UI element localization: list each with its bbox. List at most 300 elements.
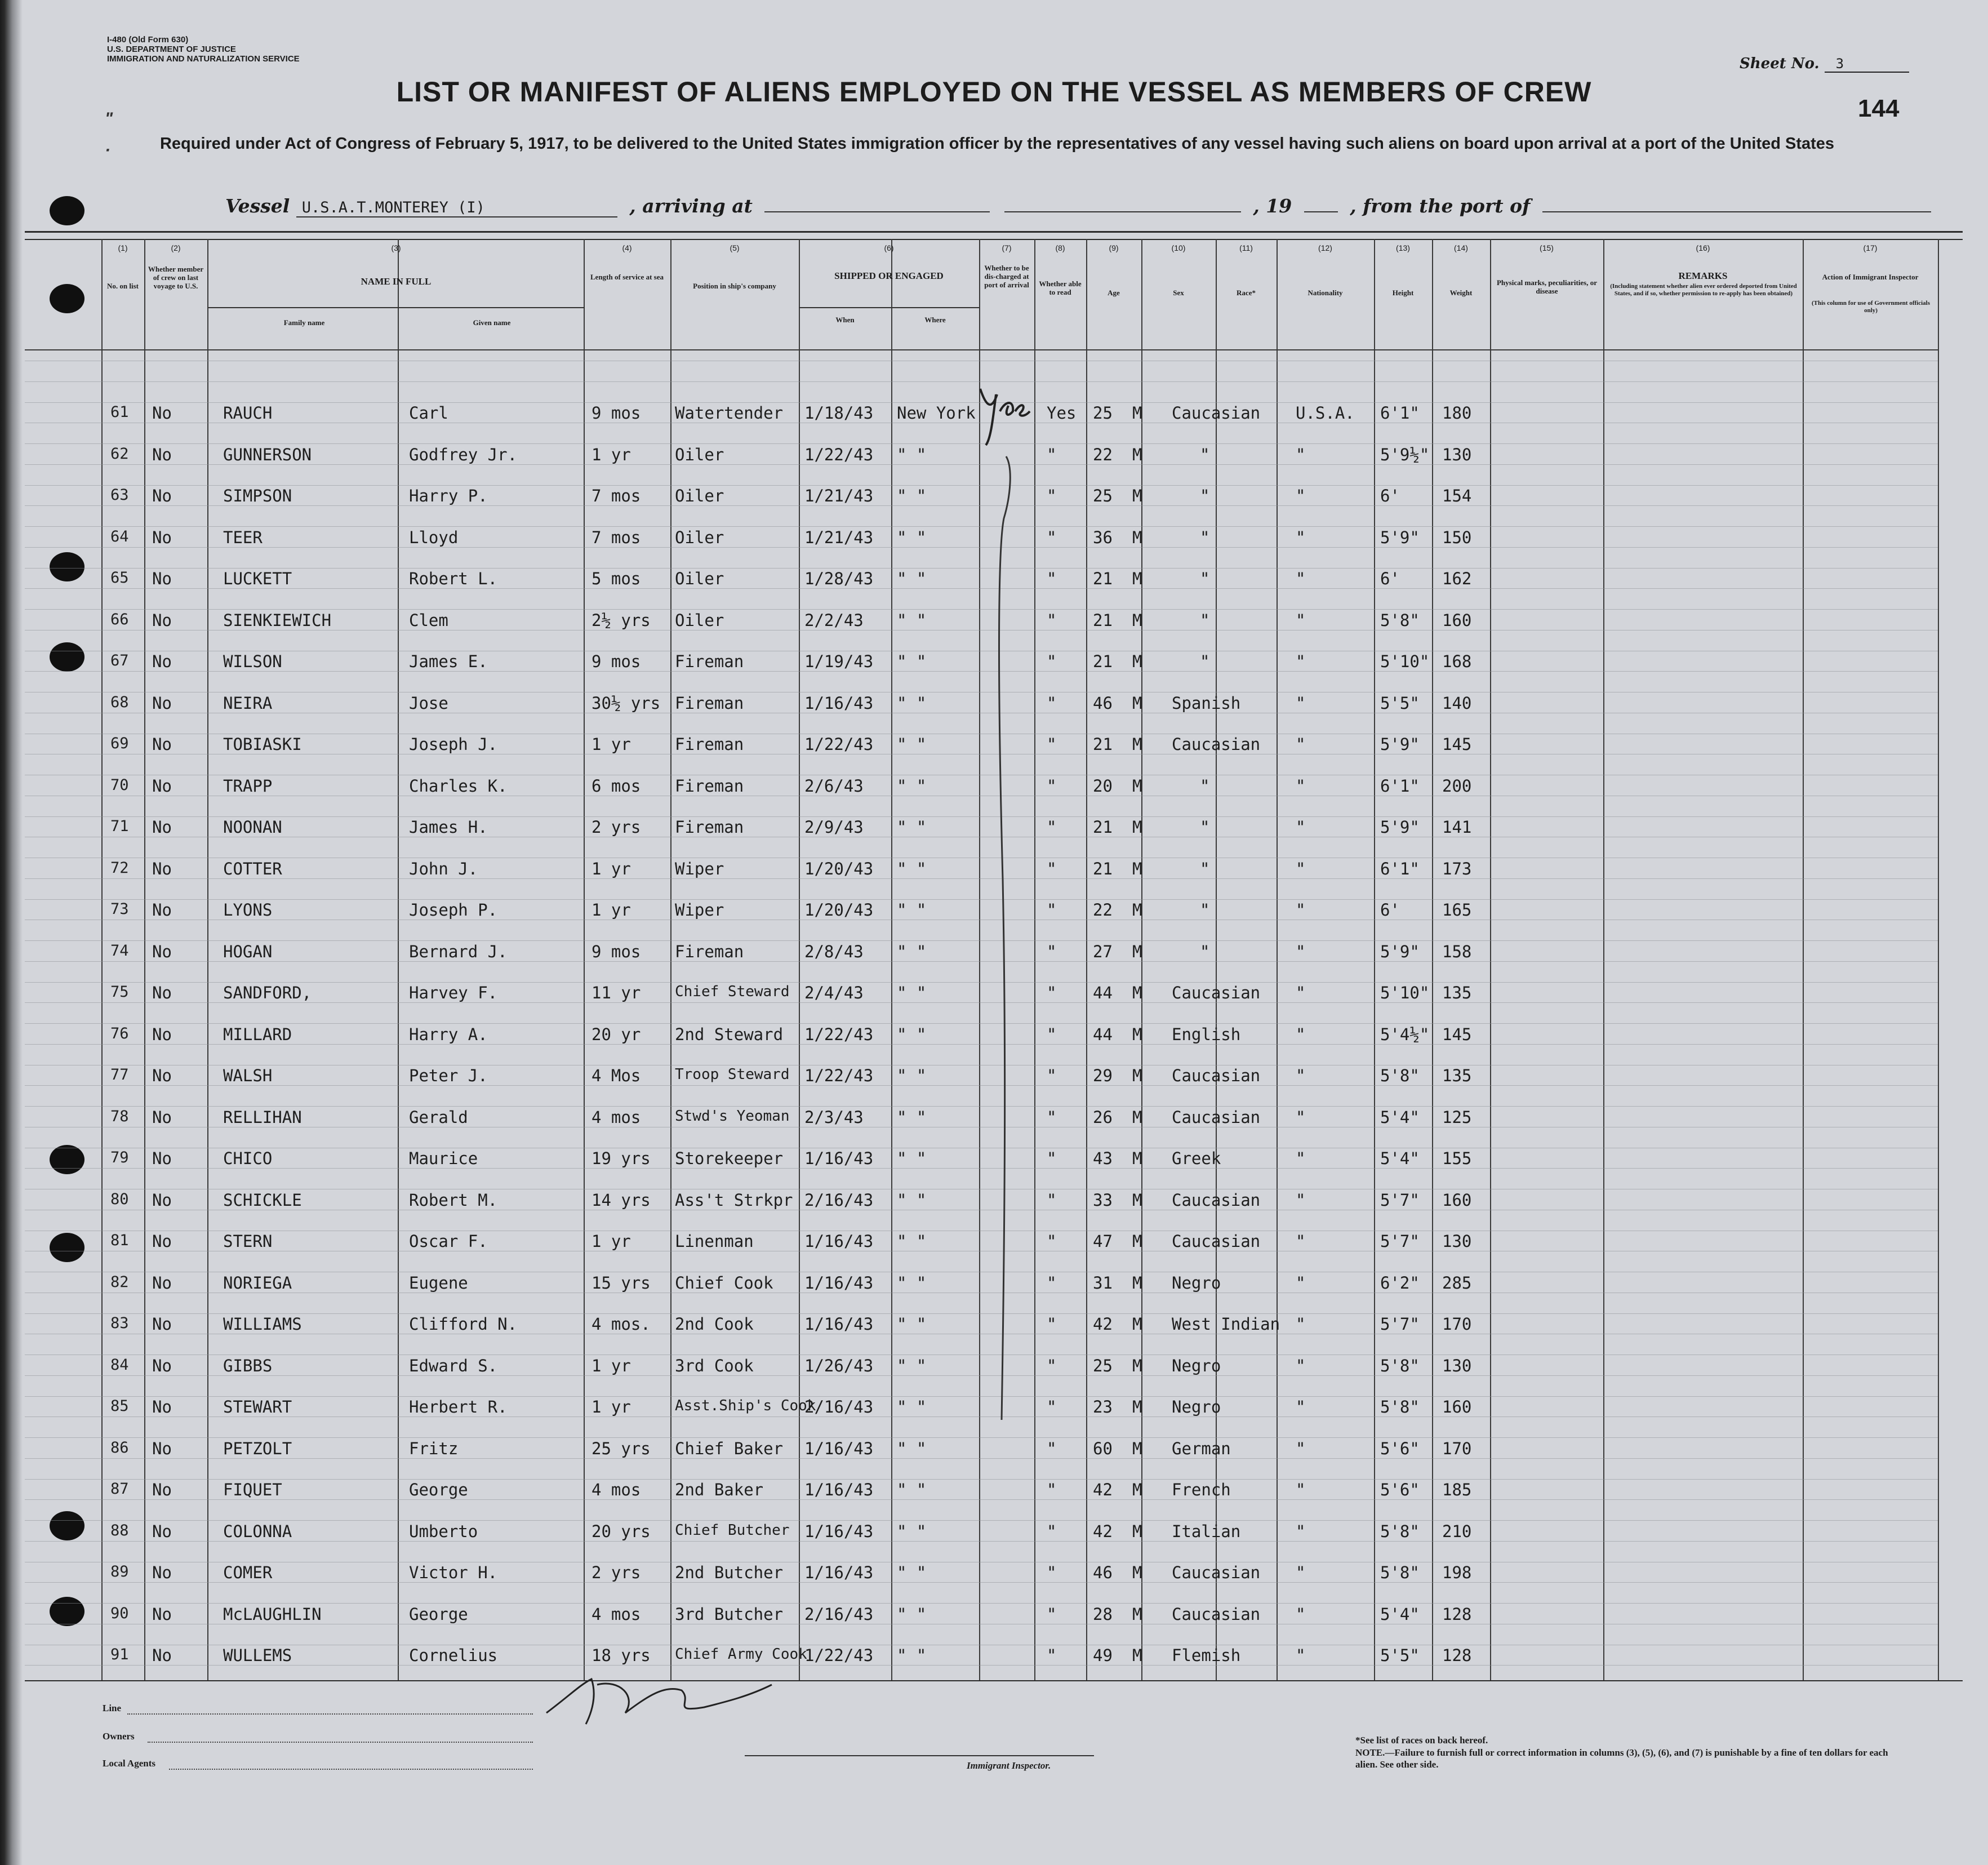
cell-race: Caucasian: [1172, 1066, 1261, 1085]
cell-nationality: ": [1296, 1521, 1306, 1541]
cell-sex: M: [1132, 1024, 1142, 1044]
cell-height: 5'9½": [1380, 445, 1430, 464]
cell-where: " ": [897, 1646, 927, 1665]
cell-service: 1 yr: [591, 859, 631, 878]
cell-read: ": [1047, 486, 1057, 505]
column-divider: [1277, 239, 1278, 1680]
cell-when: 1/16/43: [804, 1315, 874, 1334]
cell-age: 28: [1093, 1604, 1113, 1624]
cell-where: " ": [897, 735, 927, 754]
cell-race: Caucasian: [1172, 1232, 1261, 1251]
year-field: [1304, 211, 1338, 212]
cell-race: West Indian: [1172, 1315, 1280, 1334]
cell-read: ": [1047, 942, 1057, 961]
binder-hole: [50, 642, 84, 672]
cell-height: 5'8": [1380, 1066, 1420, 1085]
cell-weight: 170: [1442, 1315, 1472, 1334]
cell-when: 1/28/43: [804, 569, 874, 588]
row-number: 75: [110, 983, 129, 1001]
cell-race: ": [1200, 776, 1210, 796]
cell-height: 5'5": [1380, 1646, 1420, 1665]
cell-race: ": [1200, 486, 1210, 505]
cell-family-name: LYONS: [223, 900, 273, 920]
cell-prev-voyage: No: [152, 486, 172, 505]
cell-age: 21: [1093, 652, 1113, 671]
cell-when: 1/21/43: [804, 527, 874, 547]
cell-nationality: ": [1296, 1397, 1306, 1416]
cell-when: 2/16/43: [804, 1190, 874, 1210]
cell-position: 3rd Cook: [675, 1356, 754, 1375]
cell-position: Oiler: [675, 527, 724, 547]
cell-read: ": [1047, 818, 1057, 837]
cell-race: ": [1200, 652, 1210, 671]
cell-given-name: Clem: [409, 610, 448, 630]
cell-nationality: U.S.A.: [1296, 403, 1355, 423]
cell-when: 1/21/43: [804, 486, 874, 505]
cell-age: 21: [1093, 859, 1113, 878]
cell-family-name: CHICO: [223, 1149, 273, 1168]
cell-nationality: ": [1296, 983, 1306, 1002]
column-number: (3): [391, 243, 401, 252]
cell-sex: M: [1132, 693, 1142, 713]
cell-position: Fireman: [675, 652, 744, 671]
page-number: 144: [1858, 95, 1900, 122]
cell-given-name: John J.: [409, 859, 478, 878]
cell-age: 42: [1093, 1521, 1113, 1541]
col-header-name: NAME IN FULL: [361, 276, 432, 287]
cell-service: 6 mos: [591, 776, 641, 796]
cell-height: 5'7": [1380, 1232, 1420, 1251]
cell-position: Fireman: [675, 818, 744, 837]
cell-service: 2 yrs: [591, 1563, 641, 1582]
row-number: 76: [110, 1024, 129, 1042]
col-header-age: Age: [1108, 288, 1120, 297]
row-number: 68: [110, 693, 129, 711]
cell-nationality: ": [1296, 486, 1306, 505]
cell-when: 1/26/43: [804, 1356, 874, 1375]
cell-height: 5'9": [1380, 735, 1420, 754]
cell-age: 31: [1093, 1273, 1113, 1293]
cell-read: ": [1047, 1273, 1057, 1293]
margin-mark: ·: [105, 141, 110, 159]
cell-weight: 135: [1442, 983, 1472, 1002]
cell-weight: 141: [1442, 818, 1472, 837]
column-number: (8): [1055, 243, 1065, 252]
cell-age: 42: [1093, 1480, 1113, 1499]
cell-weight: 160: [1442, 1190, 1472, 1210]
column-number: (12): [1318, 243, 1332, 252]
cell-family-name: McLAUGHLIN: [223, 1604, 322, 1624]
cell-height: 6': [1380, 900, 1400, 920]
cell-age: 20: [1093, 776, 1113, 796]
cell-read: ": [1047, 1232, 1057, 1251]
cell-when: 2/4/43: [804, 983, 864, 1002]
row-number: 77: [110, 1066, 129, 1084]
vessel-line: [225, 195, 1931, 217]
cell-service: 7 mos: [591, 527, 641, 547]
cell-where: " ": [897, 486, 927, 505]
cell-prev-voyage: No: [152, 527, 172, 547]
cell-where: " ": [897, 900, 927, 920]
column-divider: [101, 239, 103, 1680]
cell-given-name: Harry A.: [409, 1024, 488, 1044]
cell-nationality: ": [1296, 1190, 1306, 1210]
column-number: (2): [171, 243, 181, 252]
cell-where: " ": [897, 445, 927, 464]
cell-race: Caucasian: [1172, 1604, 1261, 1624]
column-number: (11): [1239, 243, 1253, 252]
cell-race: ": [1200, 942, 1210, 961]
page-subtitle: Required under Act of Congress of February 5, 1917, to be delivered to the United States immigration officer by the representatives of any vessel having such aliens on board upon arrival at a port of the United States: [159, 135, 1835, 153]
cell-sex: M: [1132, 527, 1142, 547]
column-divider: [584, 239, 585, 1680]
header-rule: [799, 307, 979, 308]
year-label: , 19: [1253, 195, 1292, 217]
cell-read: ": [1047, 445, 1057, 464]
cell-given-name: Oscar F.: [409, 1232, 488, 1251]
cell-nationality: ": [1296, 1480, 1306, 1499]
cell-position: Oiler: [675, 610, 724, 630]
cell-given-name: Gerald: [409, 1107, 468, 1127]
cell-position: Fireman: [675, 942, 744, 961]
cell-nationality: ": [1296, 776, 1306, 796]
cell-where: " ": [897, 610, 927, 630]
cell-when: 1/22/43: [804, 445, 874, 464]
cell-age: 23: [1093, 1397, 1113, 1416]
row-number: 87: [110, 1480, 129, 1498]
cell-race: Caucasian: [1172, 1190, 1261, 1210]
cell-age: 21: [1093, 610, 1113, 630]
table-top-rule: [25, 231, 1963, 233]
row-number: 84: [110, 1356, 129, 1374]
cell-where: " ": [897, 1024, 927, 1044]
row-rule: [25, 1582, 1938, 1583]
column-number: (13): [1396, 243, 1410, 252]
column-divider: [144, 239, 145, 1680]
cell-age: 25: [1093, 1356, 1113, 1375]
cell-prev-voyage: No: [152, 1024, 172, 1044]
col-header-position: Position in ship's company: [693, 282, 776, 290]
footer-owners-label: Owners: [103, 1731, 135, 1742]
row-rule: [25, 1665, 1938, 1666]
row-number: 74: [110, 942, 129, 960]
cell-prev-voyage: No: [152, 1273, 172, 1293]
cell-height: 5'6": [1380, 1438, 1420, 1458]
row-number: 86: [110, 1438, 129, 1457]
cell-when: 2/16/43: [804, 1397, 874, 1416]
cell-read: ": [1047, 1149, 1057, 1168]
cell-where: " ": [897, 859, 927, 878]
cell-age: 22: [1093, 445, 1113, 464]
column-divider: [207, 239, 208, 1680]
cell-family-name: TEER: [223, 527, 263, 547]
col-header-physical-marks: Physical marks, peculiarities, or disease: [1496, 278, 1597, 295]
cell-when: 2/8/43: [804, 942, 864, 961]
arriving-label: , arriving at: [629, 195, 753, 217]
row-number: 82: [110, 1273, 129, 1291]
cell-age: 44: [1093, 1024, 1113, 1044]
column-divider: [1803, 239, 1804, 1680]
cell-height: 5'9": [1380, 818, 1420, 837]
cell-service: 15 yrs: [591, 1273, 651, 1293]
cell-race: Negro: [1172, 1273, 1221, 1293]
cell-height: 5'5": [1380, 693, 1420, 713]
cell-prev-voyage: No: [152, 1356, 172, 1375]
cell-position: Ass't Strkpr: [675, 1190, 793, 1210]
col-header-height: Height: [1392, 288, 1414, 297]
cell-position: 3rd Butcher: [675, 1604, 784, 1624]
cell-family-name: HOGAN: [223, 942, 273, 961]
footer-agents-label: Local Agents: [103, 1758, 155, 1769]
cell-weight: 162: [1442, 569, 1472, 588]
cell-position: Oiler: [675, 486, 724, 505]
cell-height: 5'8": [1380, 1356, 1420, 1375]
vessel-label: Vessel: [225, 195, 290, 217]
cell-age: 46: [1093, 693, 1113, 713]
cell-service: 14 yrs: [591, 1190, 651, 1210]
cell-where: " ": [897, 818, 927, 837]
cell-race: Caucasian: [1172, 403, 1261, 423]
cell-when: 1/20/43: [804, 900, 874, 920]
cell-where: " ": [897, 776, 927, 796]
cell-read: ": [1047, 1397, 1057, 1416]
cell-height: 5'8": [1380, 1397, 1420, 1416]
cell-prev-voyage: No: [152, 1397, 172, 1416]
col-header-no: No. on list: [107, 282, 139, 290]
cell-where: " ": [897, 693, 927, 713]
sheet-number-label: Sheet No.: [1740, 55, 1820, 72]
row-number: 85: [110, 1397, 129, 1415]
sheet-number-value: 3: [1825, 56, 1909, 73]
cell-prev-voyage: No: [152, 1438, 172, 1458]
cell-given-name: Joseph P.: [409, 900, 498, 920]
row-number: 72: [110, 859, 129, 877]
cell-read: ": [1047, 693, 1057, 713]
cell-sex: M: [1132, 900, 1142, 920]
row-number: 63: [110, 486, 129, 504]
row-number: 70: [110, 776, 129, 794]
cell-read: ": [1047, 1563, 1057, 1582]
cell-service: 4 mos.: [591, 1315, 651, 1334]
handwritten-discharge-mark: [969, 372, 1053, 1431]
col-header-nationality: Nationality: [1307, 288, 1343, 297]
cell-where: " ": [897, 1107, 927, 1127]
cell-where: " ": [897, 652, 927, 671]
cell-weight: 125: [1442, 1107, 1472, 1127]
cell-where: " ": [897, 1521, 927, 1541]
cell-weight: 128: [1442, 1646, 1472, 1665]
cell-when: 1/16/43: [804, 1480, 874, 1499]
cell-where: " ": [897, 1232, 927, 1251]
cell-family-name: STEWART: [223, 1397, 292, 1416]
cell-service: 20 yrs: [591, 1521, 651, 1541]
col-header-given-name: Given name: [473, 318, 511, 327]
cell-service: 1 yr: [591, 1232, 631, 1251]
cell-read: ": [1047, 527, 1057, 547]
cell-given-name: George: [409, 1480, 468, 1499]
cell-given-name: Harvey F.: [409, 983, 498, 1002]
cell-height: 6': [1380, 486, 1400, 505]
cell-weight: 130: [1442, 1356, 1472, 1375]
cell-height: 5'4": [1380, 1604, 1420, 1624]
cell-nationality: ": [1296, 1066, 1306, 1085]
cell-age: 42: [1093, 1315, 1113, 1334]
cell-age: 26: [1093, 1107, 1113, 1127]
cell-position: 2nd Steward: [675, 1024, 784, 1044]
cell-when: 1/22/43: [804, 735, 874, 754]
inspector-signature-line: [745, 1755, 1094, 1756]
cell-nationality: ": [1296, 610, 1306, 630]
col-header-when: When: [835, 316, 855, 324]
binder-hole: [50, 284, 84, 313]
signature-scribble: [535, 1662, 794, 1735]
row-rule: [25, 1499, 1938, 1500]
vessel-name: U.S.A.T.MONTEREY (I): [296, 199, 617, 217]
cell-service: 18 yrs: [591, 1646, 651, 1665]
cell-height: 5'9": [1380, 942, 1420, 961]
column-number: (7): [1002, 243, 1012, 252]
binder-hole: [50, 1511, 84, 1540]
row-rule: [25, 1437, 1938, 1438]
inspector-label: Immigrant Inspector.: [967, 1760, 1051, 1771]
column-number: (4): [622, 243, 632, 252]
cell-read: ": [1047, 1521, 1057, 1541]
cell-position: Chief Steward: [675, 983, 790, 1000]
cell-service: 1 yr: [591, 900, 631, 920]
column-divider: [1374, 239, 1375, 1680]
cell-race: Greek: [1172, 1149, 1221, 1168]
cell-position: Linenman: [675, 1232, 754, 1251]
cell-weight: 128: [1442, 1604, 1472, 1624]
cell-nationality: ": [1296, 1315, 1306, 1334]
cell-sex: M: [1132, 859, 1142, 878]
table-bottom-rule: [25, 1680, 1963, 1681]
cell-family-name: SANDFORD,: [223, 983, 312, 1002]
header-rule: [207, 307, 585, 308]
cell-prev-voyage: No: [152, 735, 172, 754]
cell-prev-voyage: No: [152, 1107, 172, 1127]
cell-when: 2/3/43: [804, 1107, 864, 1127]
column-divider: [670, 239, 671, 1680]
cell-sex: M: [1132, 818, 1142, 837]
cell-where: " ": [897, 1397, 927, 1416]
cell-service: 25 yrs: [591, 1438, 651, 1458]
cell-nationality: ": [1296, 527, 1306, 547]
cell-height: 5'4": [1380, 1107, 1420, 1127]
cell-where: " ": [897, 942, 927, 961]
cell-nationality: ": [1296, 1273, 1306, 1293]
column-number: (14): [1454, 243, 1468, 252]
cell-position: Wiper: [675, 900, 724, 920]
cell-read: Yes: [1047, 403, 1077, 423]
cell-height: 5'7": [1380, 1315, 1420, 1334]
cell-family-name: MILLARD: [223, 1024, 292, 1044]
cell-family-name: SCHICKLE: [223, 1190, 302, 1210]
from-port-field: [1542, 211, 1931, 212]
cell-height: 6'1": [1380, 859, 1420, 878]
cell-given-name: Maurice: [409, 1149, 478, 1168]
column-divider: [1490, 239, 1491, 1680]
cell-when: 1/16/43: [804, 693, 874, 713]
cell-service: 1 yr: [591, 445, 631, 464]
cell-when: 1/16/43: [804, 1438, 874, 1458]
column-divider: [398, 239, 399, 1680]
cell-given-name: Clifford N.: [409, 1315, 518, 1334]
cell-given-name: George: [409, 1604, 468, 1624]
cell-race: ": [1200, 859, 1210, 878]
cell-prev-voyage: No: [152, 610, 172, 630]
cell-weight: 160: [1442, 610, 1472, 630]
cell-when: 2/16/43: [804, 1604, 874, 1624]
cell-age: 25: [1093, 486, 1113, 505]
cell-given-name: Lloyd: [409, 527, 459, 547]
cell-height: 5'8": [1380, 610, 1420, 630]
cell-read: ": [1047, 859, 1057, 878]
row-rule: [25, 1520, 1938, 1521]
cell-position: Chief Butcher: [675, 1521, 790, 1539]
cell-when: 2/6/43: [804, 776, 864, 796]
cell-given-name: Charles K.: [409, 776, 508, 796]
cell-family-name: GIBBS: [223, 1356, 273, 1375]
cell-position: Oiler: [675, 569, 724, 588]
row-rule: [25, 1479, 1938, 1480]
cell-age: 21: [1093, 569, 1113, 588]
column-number: (15): [1540, 243, 1554, 252]
cell-age: 43: [1093, 1149, 1113, 1168]
cell-nationality: ": [1296, 818, 1306, 837]
cell-nationality: ": [1296, 652, 1306, 671]
col-header-prev-voyage: Whether member of crew on last voyage to U.S.: [148, 265, 204, 290]
race-note: *See list of races on back hereof.: [1355, 1735, 1488, 1746]
col-header-remarks-note: (Including statement whether alien ever ordered deported from United States, and if so, whether permission to re-apply has been obtained): [1610, 283, 1797, 297]
cell-service: 2½ yrs: [591, 610, 651, 630]
cell-service: 9 mos: [591, 942, 641, 961]
row-number: 61: [110, 403, 129, 421]
column-divider: [891, 307, 892, 349]
row-number: 62: [110, 445, 129, 463]
cell-nationality: ": [1296, 859, 1306, 878]
footer-line-field: [127, 1713, 533, 1715]
cell-weight: 285: [1442, 1273, 1472, 1293]
cell-position: 2nd Cook: [675, 1315, 754, 1334]
cell-nationality: ": [1296, 693, 1306, 713]
cell-where: " ": [897, 1604, 927, 1624]
cell-prev-voyage: No: [152, 818, 172, 837]
cell-prev-voyage: No: [152, 1190, 172, 1210]
col-header-remarks: REMARKS: [1678, 270, 1728, 281]
row-rule: [25, 1458, 1938, 1459]
cell-sex: M: [1132, 1356, 1142, 1375]
cell-height: 5'10": [1380, 652, 1430, 671]
cell-given-name: James E.: [409, 652, 488, 671]
penalty-note: NOTE.—Failure to furnish full or correct information in columns (3), (5), (6), and (7) is punishable by a fine of ten dollars for each alien. See other side.: [1355, 1747, 1888, 1770]
form-info: [107, 35, 300, 64]
cell-weight: 145: [1442, 1024, 1472, 1044]
cell-prev-voyage: No: [152, 776, 172, 796]
cell-service: 30½ yrs: [591, 693, 661, 713]
row-number: 78: [110, 1107, 129, 1125]
cell-when: 1/19/43: [804, 652, 874, 671]
cell-given-name: Godfrey Jr.: [409, 445, 518, 464]
cell-read: ": [1047, 610, 1057, 630]
cell-race: ": [1200, 610, 1210, 630]
cell-sex: M: [1132, 1107, 1142, 1127]
cell-family-name: WALSH: [223, 1066, 273, 1085]
cell-prev-voyage: No: [152, 1315, 172, 1334]
cell-read: ": [1047, 652, 1057, 671]
cell-service: 9 mos: [591, 652, 641, 671]
cell-race: Caucasian: [1172, 1107, 1261, 1127]
